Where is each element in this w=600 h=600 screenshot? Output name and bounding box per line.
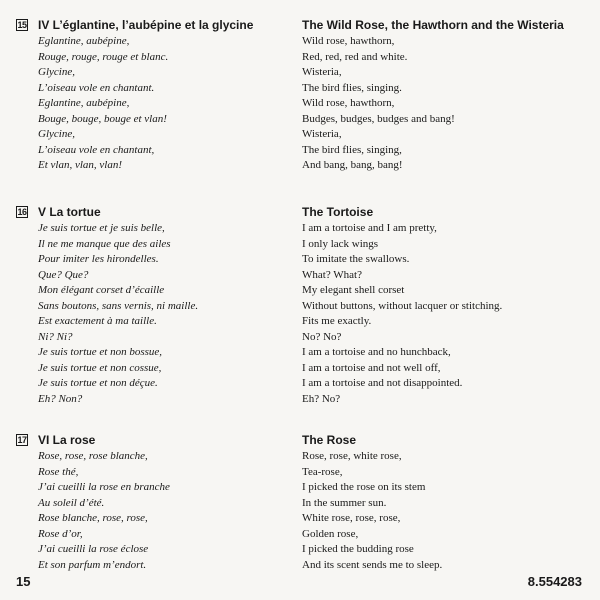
lyric-line: And its scent sends me to sleep. [302,558,443,571]
lyric-line: J’ai cueilli la rose en branche [38,481,170,493]
lyric-line: L’oiseau vole en chantant, [38,143,155,156]
english-title: The Wild Rose, the Hawthorn and the Wisteria [302,18,564,32]
lyric-line: Wild rose, hawthorn, [302,35,395,47]
english-lyrics [302,221,582,407]
english-column [302,18,582,174]
page-number: 15 [16,574,31,589]
french-column [38,205,283,407]
lyric-line: White rose, rose, rose, [302,512,401,524]
english-column [302,205,582,407]
french-lyrics [38,221,283,407]
english-column [302,433,582,573]
lyric-line: No? No? [302,330,342,343]
lyric-line: The bird flies, singing, [302,143,402,156]
lyric-line: Je suis tortue et non bossue, [38,346,163,358]
lyric-line: Golden rose, [302,527,359,540]
french-title: V La tortue [38,205,101,219]
lyric-line: Pour imiter les hirondelles. [38,253,159,265]
lyric-line: I am a tortoise and not well off, [302,361,441,374]
catalogue-number: 8.554283 [527,574,582,589]
lyric-line: Red, red, red and white. [302,50,408,63]
lyric-line: Glycine, [38,66,75,78]
lyric-line: I only lack wings [302,237,379,250]
track-number-badge: 16 [17,207,27,217]
lyric-line: Je suis tortue et non déçue. [38,377,158,389]
lyric-line: Rouge, rouge, rouge et blanc. [38,50,169,63]
lyric-line: Et son parfum m’endort. [38,558,147,571]
english-title: The Rose [302,433,357,447]
lyric-line: My elegant shell corset [302,284,405,296]
lyric-line: Je suis tortue et je suis belle, [38,222,165,234]
lyric-line: Au soleil d’été. [38,496,105,509]
lyric-line: Wisteria, [302,66,342,78]
lyric-line: Tea-rose, [302,465,343,478]
lyric-line: J’ai cueilli la rose éclose [38,543,149,555]
english-lyrics [302,449,582,573]
lyric-line: Et vlan, vlan, vlan! [38,159,123,171]
lyric-line: Eglantine, aubépine, [38,35,130,47]
lyric-line: I am a tortoise and no hunchback, [302,346,451,358]
english-lyrics [302,34,582,174]
track-number-badge: 17 [17,435,27,445]
lyric-line: Wisteria, [302,128,342,140]
lyric-line: I picked the budding rose [302,543,414,555]
french-column [38,18,283,174]
lyric-line: Mon élégant corset d’écaille [38,284,165,296]
lyric-line: Eh? No? [302,392,341,405]
lyric-line: Je suis tortue et non cossue, [38,361,162,374]
lyric-line: In the summer sun. [302,496,387,509]
lyric-line: Eglantine, aubépine, [38,97,130,109]
lyric-line: Sans boutons, sans vernis, ni maille. [38,299,199,312]
lyric-line: Budges, budges, budges and bang! [302,112,455,125]
lyric-line: Glycine, [38,128,75,140]
lyric-line: Fits me exactly. [302,315,372,327]
lyric-line: Que? Que? [38,268,89,281]
french-lyrics [38,449,283,573]
lyric-line: What? What? [302,268,362,281]
lyric-line: Rose thé, [38,465,79,478]
lyric-line: I am a tortoise and I am pretty, [302,222,437,234]
lyric-line: Il ne me manque que des ailes [38,237,171,250]
lyric-line: Rose, rose, white rose, [302,450,402,462]
lyric-line: Ni? Ni? [38,330,73,343]
lyric-line: I picked the rose on its stem [302,481,426,493]
lyric-line: The bird flies, singing. [302,81,402,94]
french-column [38,433,283,573]
lyric-line: I am a tortoise and not disappointed. [302,377,463,389]
lyric-line: Rose, rose, rose blanche, [38,450,148,462]
lyric-line: And bang, bang, bang! [302,159,403,171]
track-number-badge: 15 [17,20,27,30]
lyric-line: Bouge, bouge, bouge et vlan! [38,112,167,125]
lyric-line: To imitate the swallows. [302,253,410,265]
english-title: The Tortoise [302,205,374,219]
lyric-line: Rose blanche, rose, rose, [38,512,148,524]
lyric-line: Without buttons, without lacquer or stitching. [302,299,503,312]
french-title: VI La rose [38,433,96,447]
french-title: IV L’églantine, l’aubépine et la glycine [38,18,254,32]
lyric-line: Wild rose, hawthorn, [302,97,395,109]
lyric-line: Rose d’or, [38,527,83,540]
lyric-line: Eh? Non? [38,392,83,405]
french-lyrics [38,34,283,174]
lyric-line: L’oiseau vole en chantant. [38,81,155,94]
lyric-line: Est exactement à ma taille. [38,315,157,327]
